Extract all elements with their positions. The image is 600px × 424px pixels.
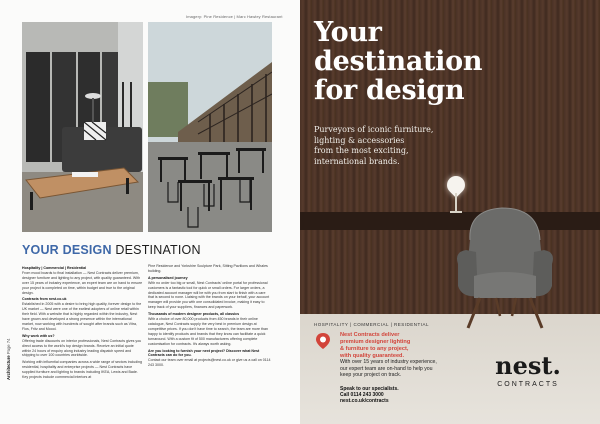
advert-headline — [314, 18, 482, 105]
tagline-line: Nest Contracts deliver — [340, 332, 400, 338]
advert-info — [314, 322, 594, 405]
advert-sub-line: from the most exciting, — [314, 146, 409, 155]
tagline-line: with quality guaranteed. — [340, 353, 405, 359]
headline-light: DESTINATION — [115, 243, 201, 257]
section-heading: Hospitality | Commercial | Residential — [22, 266, 87, 270]
body-paragraph: From mood boards to final installation — Nest Contracts deliver premium, designer furniture and lighting to any project, with quality guaranteed. With over 15 years of industry experience, an expert team are on hand to ensure your project is completed on time, within budget and true to the original design. — [22, 270, 143, 295]
section-heading: Are you looking to furnish your next project? Discover what Nest Contracts can do for you. — [148, 348, 260, 358]
advert-headline-line: for design — [314, 75, 465, 106]
logo-word: nest. — [495, 351, 561, 380]
advert-sub-line: Purveyors of iconic furniture, — [314, 125, 434, 134]
photo-credit: Imagery: Pine Residence | Marc Hawley Restaurant — [186, 14, 283, 19]
logo-sub: CONTRACTS — [497, 381, 559, 388]
section-heading: Why work with us? — [22, 333, 55, 338]
headline-bold: YOUR DESIGN — [22, 243, 112, 257]
article-headline — [22, 243, 201, 257]
contact-line: Call 0114 243 3000 — [340, 392, 384, 399]
advert-sub-line: international brands. — [314, 156, 400, 166]
body-paragraph: With a choice of over 80,000 products from 450 brands in their online catalogue, Nest Contracts supply the very best in premium design at competitive prices. If you don't have time to search, the team are more than happy to identify products and brands that they know can facilitate a quick turnaround. With a custom fit of 500 manufacturers offering complete customisation for contracts. It's always worth asking. — [148, 317, 268, 346]
body-paragraph: Offering trade discounts on interior professionals, Nest Contracts gives you direct access to the world's top design brands. Receive an initial quote within 24 hours of enquiry along industry leading dispatch speed and shipping to over 100 countries worldwide. — [22, 338, 142, 358]
advert-subheading — [314, 125, 433, 167]
contact-line: nest.co.uk/contracts — [340, 398, 389, 405]
article-column-1 — [22, 264, 143, 382]
section-heading: Contracts from nest.co.uk — [22, 297, 67, 302]
experience-line: keep your project on track. — [340, 372, 402, 379]
tagline-line: & furniture to any project, — [340, 346, 409, 352]
interior-photo — [22, 22, 143, 232]
folio-magazine: Architecture — [6, 355, 11, 380]
section-heading: A personalised journey — [148, 275, 188, 280]
body-paragraph: Established in 2005 with a desire to bring high quality, forever design to the UK market — Nest were one of the earliest adopters of online retail within their field. With a website that is highly regarded within the industry, Nest have grown and developed a strong presence within the international market, now working with hundreds of sought after brands such as Vitra, Flos, Fritz and Moooi. — [22, 302, 142, 331]
section-heading: Thousands of modern designer products, all classics — [148, 312, 240, 317]
page-folio — [6, 338, 11, 380]
advert-sub-line: lighting & accessories — [314, 135, 405, 145]
folio-page: Page 74 — [6, 338, 11, 355]
body-paragraph: Pine Residence and Yorkshire Sculpture Park, Sitting Pavilions and Whales building. — [148, 264, 268, 273]
experience-line: our expert team are on-hand to help you — [340, 365, 433, 372]
contact-line: Speak to our specialists. — [340, 386, 399, 392]
article-column-2 — [148, 264, 272, 370]
location-pin-icon — [314, 332, 332, 350]
nest-contracts-logo — [412, 346, 572, 390]
tagline-line: premium designer lighting — [340, 339, 411, 345]
armchair-icon — [440, 200, 570, 330]
body-paragraph: With no order too big or small, Nest Contracts' online portal for professional customers is a fantastic tool for quick or small orders. For larger orders, a dedicated account manager will be with you from start to finish with a care that is second to none. Liaising with the brands on your behalf, your account manager will provide you with one consolidated invoice, making it easy to keep track of your suppliers, finances and paperwork. — [148, 280, 270, 310]
body-paragraph: Working with influential companies across a wide range of sectors including residential, hospitality and enterprise projects — Nest Contracts have supplied furniture and lighting to brands including IKEA, Lewis and Bade. Key projects include commercial interiors at — [22, 360, 142, 380]
advert-categories: HOSPITALITY | COMMERCIAL | RESIDENTIAL — [314, 322, 430, 327]
advert-headline-line: destination — [314, 46, 483, 77]
advert-headline-line: Your — [314, 17, 382, 48]
experience-line: With over 15 years of industry experience, — [340, 359, 437, 365]
terrace-photo — [148, 22, 272, 232]
body-paragraph: Contact our team over email at projects@nest.co.uk or give us a call on 0114 243 3000. — [148, 358, 271, 368]
